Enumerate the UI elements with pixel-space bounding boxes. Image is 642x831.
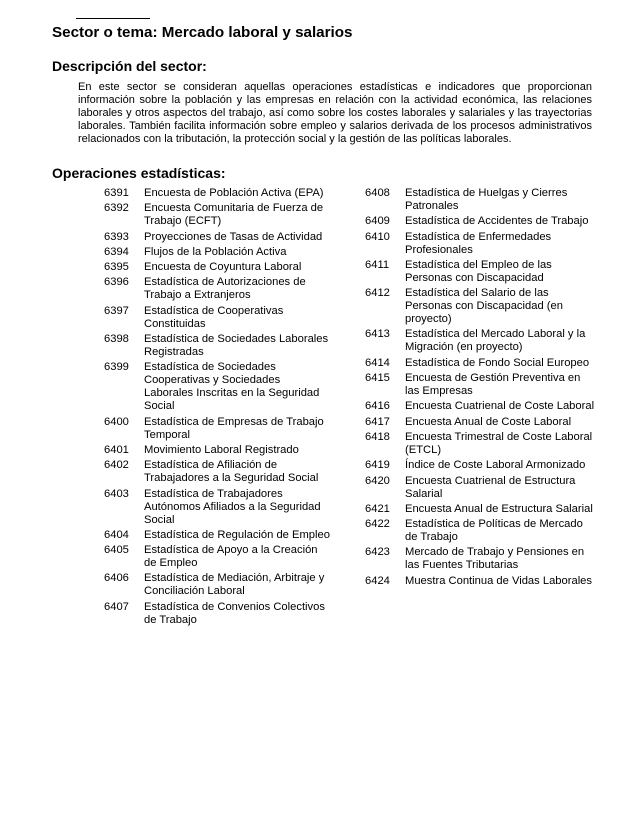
operation-item	[365, 372, 595, 398]
operation-item	[365, 400, 595, 413]
operation-code: 6392	[104, 202, 129, 215]
operation-item	[104, 361, 332, 413]
operation-name: Encuesta de Gestión Preventiva en las Empresas	[405, 372, 581, 398]
operation-code: 6401	[104, 443, 129, 456]
operation-code: 6393	[104, 230, 129, 243]
operation-name: Encuesta Cuatrienal de Coste Laboral	[405, 400, 595, 413]
operation-item	[365, 215, 595, 228]
operation-item	[365, 546, 595, 572]
operation-item	[365, 231, 595, 257]
operation-item	[365, 416, 595, 429]
operation-item	[365, 259, 595, 285]
operations-list-left	[104, 187, 332, 629]
operation-name: Estadística de Mediación, Arbitraje y Conciliación Laboral	[144, 572, 325, 598]
operation-name: Estadística del Salario de las Personas con Discapacidad (en proyecto)	[405, 287, 563, 326]
page-title: Sector o tema: Mercado laboral y salarios	[52, 24, 353, 41]
operation-code: 6424	[365, 574, 390, 587]
operation-item	[365, 431, 595, 457]
operation-code: 6417	[365, 415, 390, 428]
operation-code: 6400	[104, 415, 129, 428]
operation-item	[104, 305, 332, 331]
operations-list-right	[365, 187, 595, 590]
operation-name: Estadística del Mercado Laboral y la Migración (en proyecto)	[405, 328, 586, 354]
operation-name: Estadística de Convenios Colectivos de Trabajo	[144, 600, 325, 626]
operation-name: Mercado de Trabajo y Pensiones en las Fuentes Tributarias	[405, 546, 585, 572]
operation-name: Estadística de Apoyo a la Creación de Empleo	[144, 544, 318, 570]
operation-name: Encuesta Anual de Coste Laboral	[405, 415, 572, 428]
operation-code: 6403	[104, 487, 129, 500]
operation-code: 6415	[365, 372, 390, 385]
operation-name: Estadística de Sociedades Laborales Registradas	[144, 333, 329, 359]
sector-description: En este sector se consideran aquellas operaciones estadísticas e indicadores que proporcionan información sobre la población y las empresas en relación con la actividad económica, las relaciones laborales y otros aspectos del trabajo, así como sobre los costes laborales y salariales y las trayectorias laborales. También facilita información sobre empleo y salarios derivada de los procesos administrativos relacionados con la tributación, la protección social y la gestión de las políticas laborales.	[78, 81, 592, 145]
operation-item	[104, 416, 332, 442]
operation-code: 6421	[365, 502, 390, 515]
operation-item	[365, 328, 595, 354]
operation-code: 6416	[365, 400, 390, 413]
operation-code: 6406	[104, 572, 129, 585]
operation-item	[104, 572, 332, 598]
operation-item	[365, 187, 595, 213]
operation-code: 6413	[365, 328, 390, 341]
operation-name: Flujos de la Población Activa	[144, 245, 287, 258]
operation-code: 6399	[104, 361, 129, 374]
operation-item	[104, 601, 332, 627]
operation-item	[104, 444, 332, 457]
operation-name: Movimiento Laboral Registrado	[144, 443, 299, 456]
operation-code: 6402	[104, 459, 129, 472]
operation-code: 6419	[365, 459, 390, 472]
operation-name: Estadística del Empleo de las Personas con Discapacidad	[405, 258, 552, 284]
operation-code: 6410	[365, 230, 390, 243]
operation-item	[104, 333, 332, 359]
operation-item	[365, 503, 595, 516]
operation-item	[365, 518, 595, 544]
operation-code: 6420	[365, 474, 390, 487]
description-heading: Descripción del sector:	[52, 58, 207, 74]
operation-name: Estadística de Regulación de Empleo	[144, 528, 330, 541]
operation-name: Encuesta de Coyuntura Laboral	[144, 261, 302, 274]
operation-code: 6412	[365, 287, 390, 300]
operation-item	[104, 459, 332, 485]
operation-name: Estadística de Autorizaciones de Trabajo a Extranjeros	[144, 276, 306, 302]
operation-name: Muestra Continua de Vidas Laborales	[405, 574, 592, 587]
operation-code: 6405	[104, 544, 129, 557]
operation-name: Estadística de Trabajadores Autónomos Afiliados a la Seguridad Social	[144, 487, 321, 526]
operation-code: 6397	[104, 304, 129, 317]
operation-item	[365, 475, 595, 501]
operation-item	[365, 287, 595, 326]
operation-item	[104, 246, 332, 259]
operation-name: Estadística de Accidentes de Trabajo	[405, 215, 589, 228]
operation-name: Encuesta Anual de Estructura Salarial	[405, 502, 593, 515]
operation-code: 6423	[365, 546, 390, 559]
operation-code: 6409	[365, 215, 390, 228]
operation-name: Encuesta de Población Activa (EPA)	[144, 187, 324, 199]
operation-code: 6391	[104, 187, 129, 199]
operation-item	[104, 202, 332, 228]
operation-code: 6411	[365, 258, 390, 271]
operation-code: 6407	[104, 600, 129, 613]
operation-item	[365, 575, 595, 588]
header-rule	[76, 18, 150, 19]
operation-item	[104, 488, 332, 527]
operation-code: 6395	[104, 261, 129, 274]
operation-code: 6414	[365, 356, 390, 369]
operation-item	[104, 231, 332, 244]
operation-name: Estadística de Sociedades Cooperativas y Sociedades Laborales Inscritas en la Seguridad Social	[144, 361, 320, 413]
operation-code: 6398	[104, 333, 129, 346]
operation-code: 6418	[365, 430, 390, 443]
operation-item	[365, 459, 595, 472]
operation-item	[365, 357, 595, 370]
operation-name: Estadística de Cooperativas Constituidas	[144, 304, 284, 330]
operation-name: Proyecciones de Tasas de Actividad	[144, 230, 323, 243]
operation-code: 6422	[365, 518, 390, 531]
operation-name: Estadística de Enfermedades Profesionales	[405, 230, 552, 256]
operation-name: Estadística de Fondo Social Europeo	[405, 356, 590, 369]
operation-code: 6408	[365, 187, 390, 199]
operation-item	[104, 529, 332, 542]
operation-code: 6404	[104, 528, 129, 541]
operation-item	[104, 261, 332, 274]
operation-name: Estadística de Políticas de Mercado de Trabajo	[405, 518, 583, 544]
operation-name: Encuesta Trimestral de Coste Laboral (ETCL)	[405, 430, 593, 456]
operation-name: Estadística de Empresas de Trabajo Temporal	[144, 415, 324, 441]
operation-item	[104, 544, 332, 570]
operation-name: Encuesta Cuatrienal de Estructura Salarial	[405, 474, 576, 500]
operation-name: Índice de Coste Laboral Armonizado	[405, 459, 586, 472]
operation-code: 6394	[104, 245, 129, 258]
operation-item	[104, 187, 332, 200]
operation-name: Encuesta Comunitaria de Fuerza de Trabajo (ECFT)	[144, 202, 324, 228]
operation-code: 6396	[104, 276, 129, 289]
operation-name: Estadística de Huelgas y Cierres Patronales	[405, 187, 568, 212]
operation-name: Estadística de Afiliación de Trabajadores a la Seguridad Social	[144, 459, 319, 485]
operations-heading: Operaciones estadísticas:	[52, 165, 226, 181]
operation-item	[104, 276, 332, 302]
